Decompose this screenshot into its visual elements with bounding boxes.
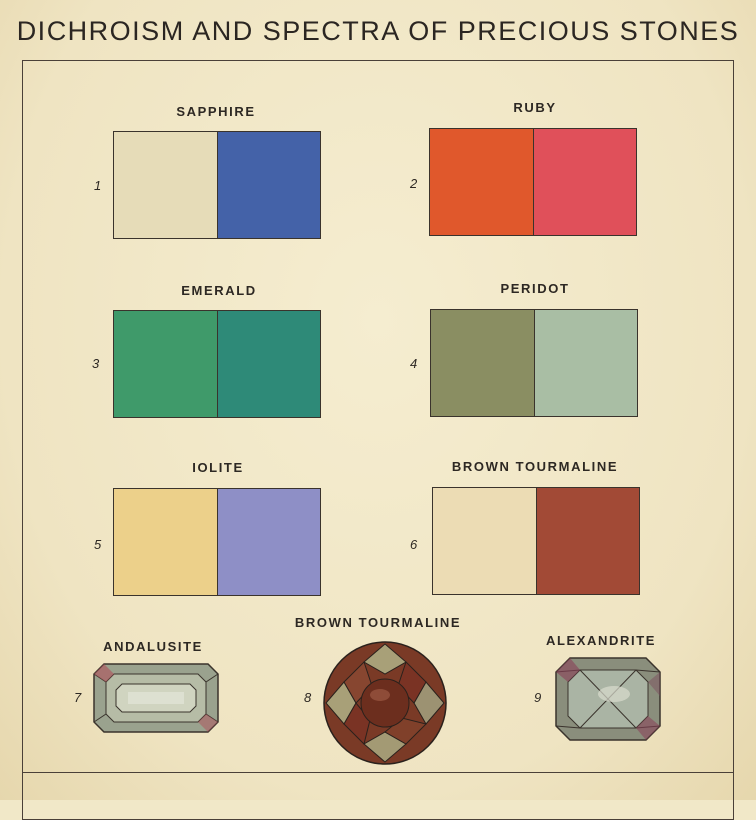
swatch-ordinary xyxy=(114,311,217,417)
swatch-ordinary xyxy=(114,489,217,595)
cushion-cut-gem-icon xyxy=(554,656,662,742)
swatch-extraordinary xyxy=(533,129,637,235)
gem-label-alexandrite: ALEXANDRITE xyxy=(545,633,657,648)
swatch-extraordinary xyxy=(536,488,640,594)
gem-number-9: 9 xyxy=(534,690,542,705)
frame-bottom-rule xyxy=(22,772,734,773)
swatch-ordinary xyxy=(430,129,533,235)
dichroism-pair-peridot xyxy=(430,309,638,417)
emerald-cut-gem-icon xyxy=(92,662,220,734)
swatch-extraordinary xyxy=(217,311,321,417)
swatch-ordinary xyxy=(431,310,534,416)
gem-number-8: 8 xyxy=(304,690,312,705)
page-title: DICHROISM AND SPECTRA OF PRECIOUS STONES xyxy=(16,16,740,46)
dichroism-pair-brown-tourmaline xyxy=(432,487,640,595)
dichroism-pair-emerald xyxy=(113,310,321,418)
stone-label-sapphire: SAPPHIRE xyxy=(176,104,256,119)
stone-label-iolite: IOLITE xyxy=(192,460,244,475)
stone-label-brown-tourmaline: BROWN TOURMALINE xyxy=(451,459,619,474)
round-brilliant-gem-icon xyxy=(322,640,448,766)
swatch-ordinary xyxy=(114,132,217,238)
dichroism-pair-iolite xyxy=(113,488,321,596)
stone-label-ruby: RUBY xyxy=(513,100,557,115)
stone-number-1: 1 xyxy=(94,178,102,193)
gem-number-7: 7 xyxy=(74,690,82,705)
swatch-ordinary xyxy=(433,488,536,594)
gem-label-brown-tourmaline: BROWN TOURMALINE xyxy=(294,615,462,630)
stone-number-3: 3 xyxy=(92,356,100,371)
gem-label-andalusite: ANDALUSITE xyxy=(103,639,203,654)
stone-number-5: 5 xyxy=(94,537,102,552)
swatch-extraordinary xyxy=(534,310,638,416)
stone-number-2: 2 xyxy=(410,176,418,191)
stone-number-4: 4 xyxy=(410,356,418,371)
dichroism-pair-sapphire xyxy=(113,131,321,239)
dichroism-pair-ruby xyxy=(429,128,637,236)
swatch-extraordinary xyxy=(217,489,321,595)
stone-label-peridot: PERIDOT xyxy=(500,281,570,296)
stone-number-6: 6 xyxy=(410,537,418,552)
stone-label-emerald: EMERALD xyxy=(181,283,257,298)
swatch-extraordinary xyxy=(217,132,321,238)
